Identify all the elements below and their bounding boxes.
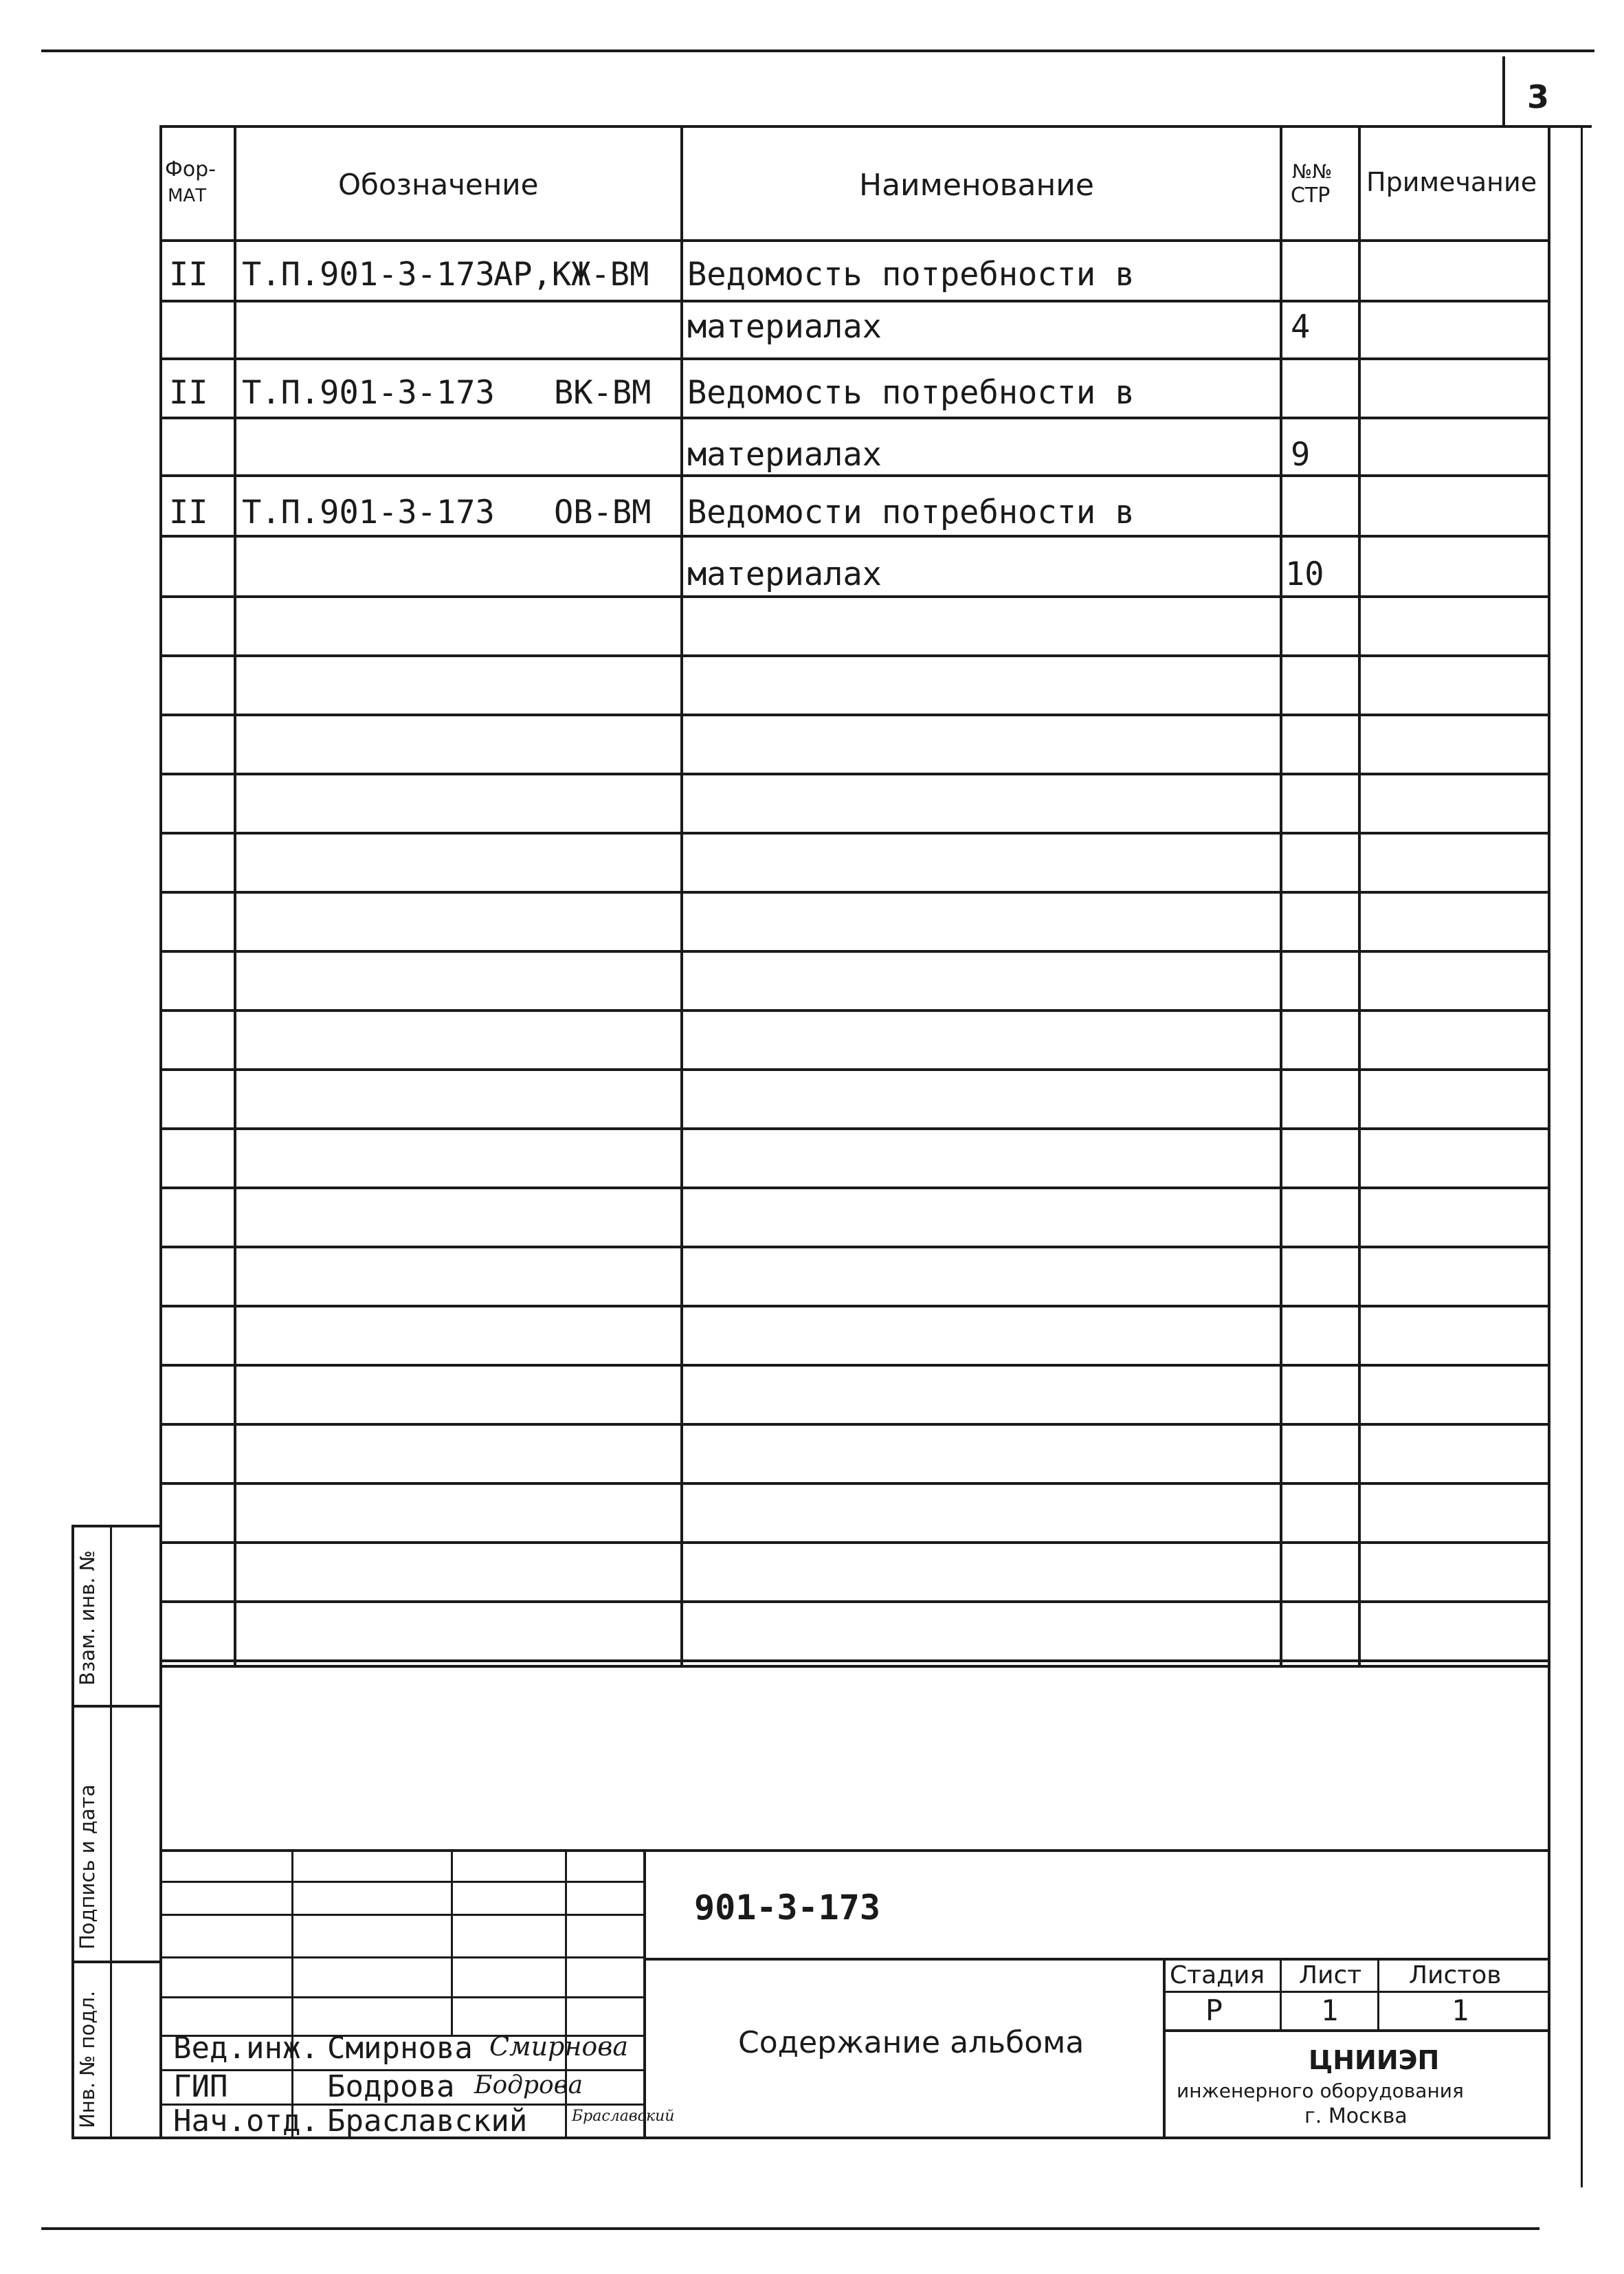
- staff-name-2: Бодрова: [327, 2069, 455, 2104]
- sheets-value: 1: [1451, 1994, 1469, 2027]
- table-row-line: [159, 1364, 1550, 1367]
- row1-code: Т.П.901-3-173: [242, 256, 495, 294]
- table-row-line: [159, 714, 1550, 716]
- side-stamp-top: [71, 1525, 159, 1527]
- table-row-line: [159, 357, 1550, 360]
- stamp-stage-line: [1163, 1991, 1548, 1993]
- table-row-line: [159, 1068, 1550, 1071]
- sheet-number-box-left: [1502, 56, 1505, 125]
- staff-signature-1: Смирнова: [489, 2031, 629, 2062]
- doc-title: Содержание альбома: [738, 2025, 1084, 2060]
- row3-code: Т.П.901-3-173: [242, 494, 495, 531]
- org-line2: инженерного оборудования: [1177, 2079, 1464, 2102]
- top-border: [41, 49, 1594, 52]
- table-row-line: [159, 1659, 1550, 1662]
- col-divider-designation: [680, 125, 683, 1665]
- side-stamp-mid: [110, 1525, 112, 2137]
- stamp-left-row-line: [159, 1914, 643, 1916]
- table-end-line: [159, 1665, 1550, 1668]
- row1-name-line2: материалах: [687, 308, 882, 346]
- project-code: 901-3-173: [694, 1888, 880, 1928]
- header-designation: Обозначение: [338, 168, 539, 201]
- side-stamp-left: [71, 1525, 74, 2137]
- row1-name-line1: Ведомость потребности в: [687, 256, 1135, 294]
- row1-format: II: [169, 256, 208, 294]
- side-label-inv: Инв. № подл.: [76, 1990, 99, 2128]
- staff-name-1: Смирнова: [327, 2031, 473, 2066]
- table-row-line: [159, 1541, 1550, 1544]
- header-format-line1: Фор-: [165, 157, 216, 181]
- org-line3: г. Москва: [1304, 2104, 1408, 2128]
- frame-right-line: [1581, 125, 1583, 2187]
- side-label-podpis: Подпись и дата: [76, 1784, 99, 1950]
- stamp-mid-line: [643, 1958, 1548, 1961]
- staff-signature-3: Браславский: [572, 2108, 675, 2125]
- staff-role-3: Нач.отд.: [173, 2104, 319, 2139]
- row1-page: 4: [1291, 308, 1311, 346]
- stamp-org-line: [1163, 2029, 1548, 2032]
- row2-code: Т.П.901-3-173: [242, 374, 495, 412]
- sheet-number: 3: [1527, 78, 1550, 115]
- row2-name-line1: Ведомость потребности в: [687, 374, 1135, 412]
- staff-signature-2: Бодрова: [474, 2071, 583, 2099]
- col-divider-page: [1358, 125, 1361, 1665]
- col-divider-name: [1280, 125, 1282, 1665]
- row3-name-line1: Ведомости потребности в: [687, 494, 1135, 531]
- org-line1: ЦНИИЭП: [1309, 2045, 1440, 2075]
- stage-label: Стадия: [1170, 1961, 1265, 1989]
- staff-name-3: Браславский: [327, 2104, 528, 2139]
- table-left-border: [159, 125, 162, 2139]
- table-row-line: [159, 1482, 1550, 1485]
- header-name: Наименование: [859, 168, 1094, 203]
- staff-role-2: ГИП: [173, 2069, 228, 2104]
- header-page-line2: СТР: [1291, 184, 1331, 208]
- table-row-line: [159, 417, 1550, 419]
- header-format-line2: МАТ: [168, 186, 207, 206]
- row3-page: 10: [1285, 555, 1324, 593]
- table-row-line: [159, 474, 1550, 477]
- stamp-col-2: [451, 1849, 453, 2035]
- row2-suffix: ВК-ВМ: [554, 374, 652, 412]
- row3-name-line2: материалах: [687, 555, 882, 593]
- table-row-line: [159, 773, 1550, 775]
- sheet-value: 1: [1321, 1994, 1339, 2027]
- row2-name-line2: материалах: [687, 436, 882, 474]
- row2-page: 9: [1291, 436, 1311, 474]
- stamp-divider-stage: [1280, 1958, 1282, 2029]
- table-row-line: [159, 950, 1550, 953]
- table-row-line: [159, 1600, 1550, 1603]
- table-row-line: [159, 535, 1550, 538]
- bottom-border: [41, 2227, 1539, 2230]
- stamp-left-row-line: [159, 1996, 643, 1998]
- stage-value: Р: [1205, 1994, 1223, 2027]
- header-bottom-line: [159, 239, 1550, 242]
- table-row-line: [159, 300, 1550, 302]
- header-page-line1: №№: [1292, 160, 1333, 183]
- table-right-border: [1548, 125, 1550, 2139]
- stamp-left-row-line: [159, 1956, 643, 1958]
- stamp-top-line: [159, 1849, 1550, 1852]
- stamp-divider-sheet: [1377, 1958, 1379, 2029]
- table-row-line: [159, 654, 1550, 657]
- stamp-divider-main: [643, 1849, 646, 2137]
- header-note: Примечание: [1366, 167, 1537, 197]
- table-row-line: [159, 891, 1550, 894]
- row1-suffix: АР,КЖ-ВМ: [493, 256, 649, 294]
- table-row-line: [159, 1246, 1550, 1248]
- side-label-vzam: Взам. инв. №: [76, 1550, 99, 1686]
- sheets-label: Листов: [1409, 1961, 1502, 1989]
- col-divider-format: [234, 125, 236, 1665]
- row2-format: II: [169, 374, 208, 412]
- table-row-line: [159, 1305, 1550, 1307]
- table-row-line: [159, 1186, 1550, 1189]
- stamp-divider-right: [1163, 1958, 1166, 2137]
- table-row-line: [159, 832, 1550, 835]
- staff-role-1: Вед.инж.: [173, 2031, 319, 2066]
- sheet-label: Лист: [1299, 1961, 1362, 1989]
- stamp-left-row-line: [159, 1881, 643, 1883]
- table-top-border: [159, 125, 1550, 128]
- row3-suffix: ОВ-ВМ: [554, 494, 652, 531]
- side-stamp-sep1: [71, 1705, 159, 1708]
- stamp-col-1: [291, 1849, 293, 2137]
- table-row-line: [159, 595, 1550, 598]
- row3-format: II: [169, 494, 208, 531]
- table-row-line: [159, 1009, 1550, 1012]
- table-row-line: [159, 1423, 1550, 1426]
- side-stamp-sep2: [71, 1961, 159, 1963]
- table-row-line: [159, 1127, 1550, 1130]
